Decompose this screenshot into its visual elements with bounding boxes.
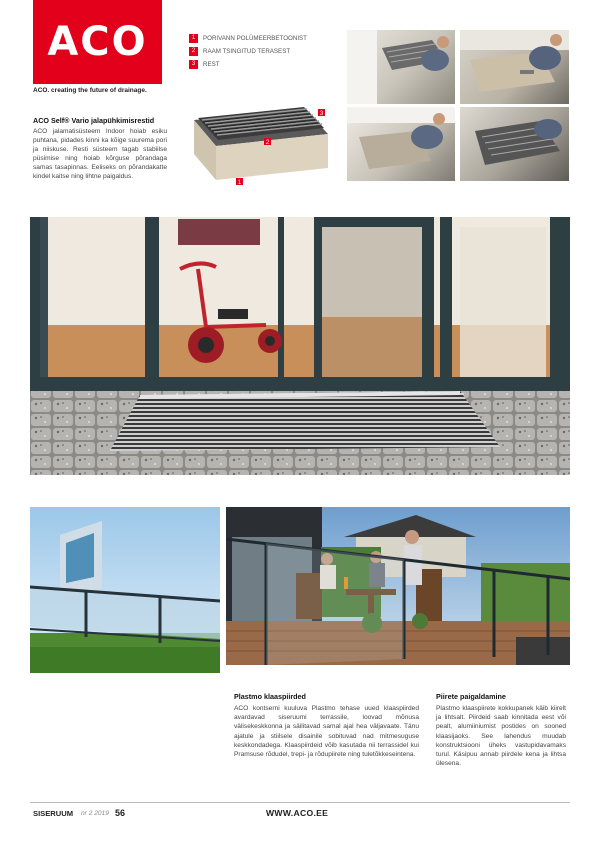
hero-entrance-photo — [30, 217, 570, 475]
component-legend — [189, 33, 307, 72]
doormat-diagram — [186, 82, 331, 187]
legend-number-badge: 2 — [189, 47, 198, 56]
diagram-marker-label: 2 — [265, 140, 270, 146]
footer-divider — [30, 802, 570, 803]
issue-number: nr 2 2019 — [81, 810, 109, 817]
installation-title: Piirete paigaldamine — [436, 692, 506, 701]
legend-label: RAAM TSINGITUD TERASEST — [203, 48, 291, 55]
aco-logo — [33, 0, 162, 84]
legend-item — [189, 59, 307, 70]
install-photo — [460, 107, 569, 181]
product-description: ACO jalamatisüsteem Indoor hoiab esiku puhtana, pidades kinni ka kõige suurema pori ja niiskuse. Resti süsteem tagab stabiilse püsimise ning hoiab kõrguse põrandaga samas tasapinnas. Eeliseks on põrandakatte kindel kaitse ning lihtne paigaldus. — [33, 128, 167, 181]
website-link[interactable]: WWW.ACO.EE — [266, 808, 329, 818]
legend-label: PORIVANN POLÜMEERBETOONIST — [203, 35, 307, 42]
glass-railings-title: Plastmo klaaspiirded — [234, 692, 306, 701]
brand-tagline: ACO. creating the future of drainage. — [33, 87, 147, 94]
glass-railings-text: ACO kontserni kuuluva Plastmo tehase uued klaaspiirded avardavad siseruumi terrassile, loovad mõnusa välisekeskkonna ja säilitavad samal ajal hea väljavaate. Tänu ajatule ja stiilsele disainile sobituvad nad mitmesuguse keskkondadega. Klaaspiirdeid võib kasutada nii terrassidel kui Pramsuse rõdudel, trepi- ja rõdupiirete ning tuletõkkeseintena. — [234, 705, 419, 759]
diagram-marker-label: 3 — [319, 111, 324, 117]
logo-text: ACO — [47, 19, 148, 65]
legend-number-badge: 1 — [189, 34, 198, 43]
glass-railing-photo — [30, 507, 220, 673]
product-title: ACO Self® Vario jalapühkimisrestid — [33, 116, 155, 125]
legend-item — [189, 46, 307, 57]
legend-label: REST — [203, 61, 220, 68]
diagram-marker-label: 1 — [237, 180, 242, 186]
page-number: 56 — [115, 808, 126, 818]
install-photo — [347, 30, 455, 104]
legend-item — [189, 33, 307, 44]
terrace-photo — [226, 507, 570, 665]
magazine-name: SISERUUM — [33, 809, 74, 818]
install-photo — [460, 30, 569, 104]
installation-text: Plastmo klaaspiirete kokkupanek käib kiirelt ja lihtsalt. Piirdeid saab kinnitada eest või pealt, alumiiniumist postides on sooned klaasijaoks. See lahendus muudab konstruktsiooni üheks vastupidavamaks turul. Käsipuu annab piirdele kena ja lihtsa ülesena. — [436, 705, 566, 768]
install-photo — [347, 107, 455, 181]
legend-number-badge: 3 — [189, 60, 198, 69]
